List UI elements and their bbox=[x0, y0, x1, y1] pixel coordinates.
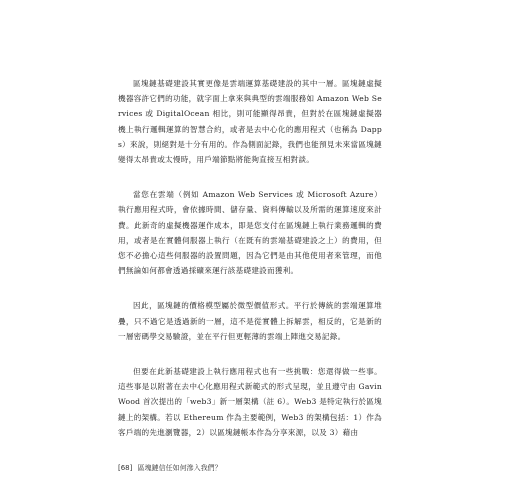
page-footer bbox=[118, 463, 222, 473]
paragraph-4: 但要在此新基礎建設上執行應用程式也有一些挑戰：您還得做一些事。這些事是以附著在去中心化應用程式新範式的形式呈現，並且遵守由 Gavin Wood 首次提出的「web3」新一層架構（註 6）。Web3 是特定執行於區塊鏈上的架構。若以 Ethereum 作為主要範例，Web3 的架構包括：1）作為客戶端的先進瀏覽器，2）以區塊鏈帳本作為分享來源，以及 3）藉由 bbox=[118, 367, 382, 437]
paragraph-2: 當您在雲端（例如 Amazon Web Services 或 Microsoft Azure）執行應用程式時，會依據時間、儲存量、資料傳輸以及所需的運算速度來計費。此新奇的虛擬機器運作成本，即是您支付在區塊鏈上執行業務邏輯的費用，或者是在實體伺服器上執行（在既有的雲端基礎建設之上）的費用，但您不必擔心這些伺服器的設置問題，因為它們是由其他使用者來管理，而他們無論如何都會透過採礦來運行該基礎建設而獲利。 bbox=[118, 190, 382, 276]
body-text bbox=[118, 76, 382, 460]
paragraph-1: 區塊鏈基礎建設其實更像是雲端運算基礎建設的其中一層。區塊鏈虛擬機器容許它們的功能，就字面上拿來與典型的雲端服務如 Amazon Web Services 或 DigitalOcean 相比，則可能顯得昂貴，但對於在區塊鏈虛擬器機上執行邏輯運算的智慧合約，或者是去中心化的應用程式（也稱為 Dapps）來說，則絕對是十分有用的。作為側面記錄，我們也能預見未來當區塊鏈變得太昂貴或太慢時，用戶端節點將能夠直接互相對談。 bbox=[118, 79, 382, 165]
paragraph-3: 因此，區塊鏈的價格模型屬於微型價值形式。平行於傳統的雲端運算堆疊，只不過它是透過新的一層，這不是從實體上拆解雲，相反的，它是新的一層密碼學交易驗證，並在平行但更輕薄的雲端上陣進交易記錄。 bbox=[118, 301, 382, 341]
chapter-title: 區塊鏈信任如何滲入我們？ bbox=[137, 464, 222, 472]
page-number: [68] bbox=[118, 464, 133, 472]
